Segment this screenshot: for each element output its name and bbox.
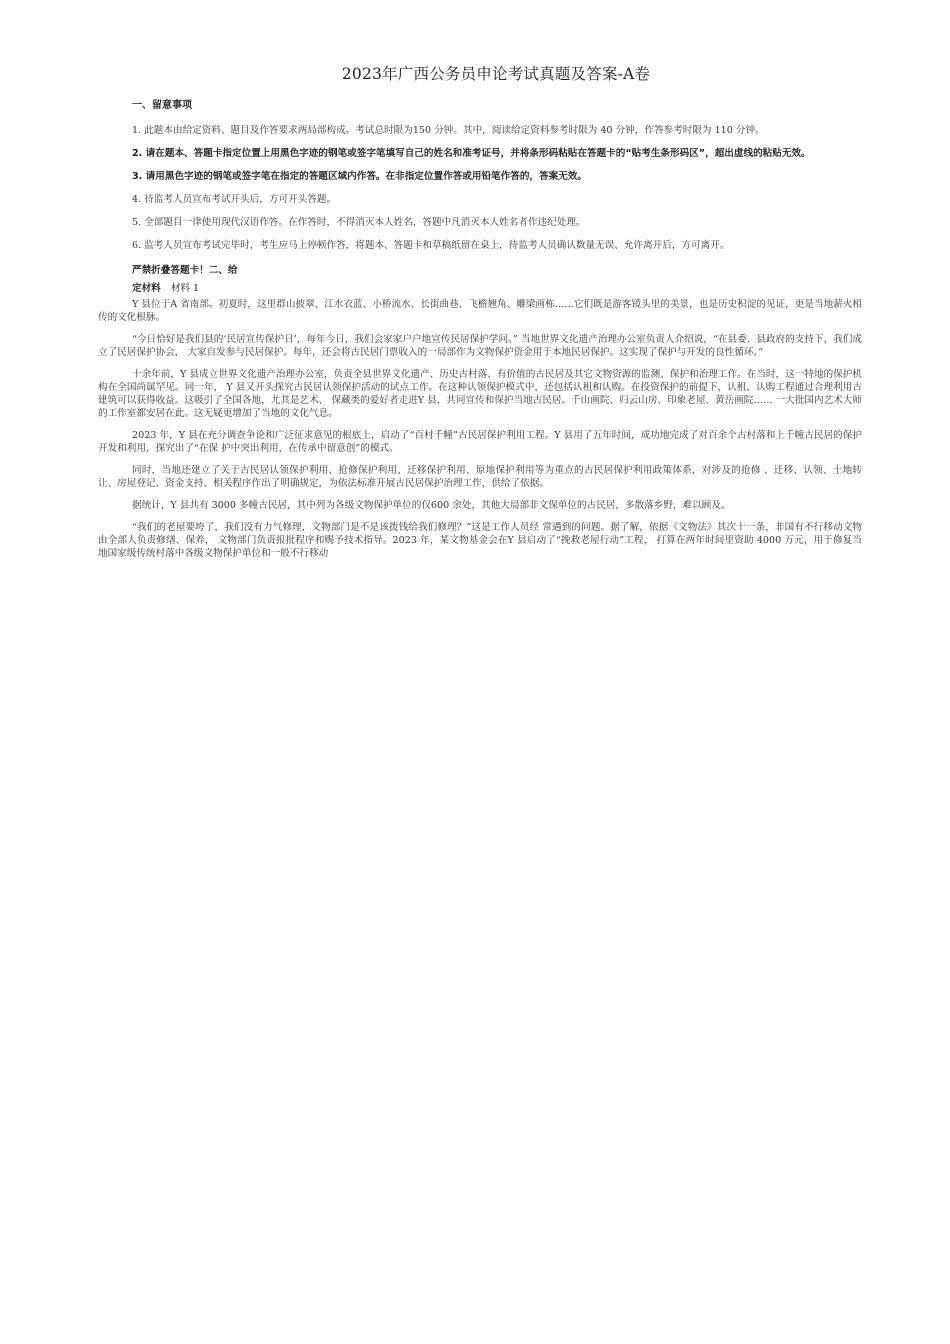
material-paragraph: “今日恰好是我们县的‘民居宣传保护日’，每年今日，我们会家家户户地宣传民居保护学问。” 当地世界文化遗产治理办公室负责人介绍说，“在县委、县政府的支持下，我们成立了民居保护协会， 大家自发参与民居保护。每年，还会将古民居门票收入的一局部作为文物保护资金用于本地民居保护。这实现了保护与开发的良性循环。” [98, 334, 862, 358]
material-paragraph: Y 县位于A 省南部。初夏时，这里群山披翠、江水衣蓝、小桥流水、长街曲巷、飞檐翘角、雕梁画栋……它们既是游客镜头里的美景，也是历史积淀的见证，更是当地薪火相传的文化根脉。 [98, 299, 862, 323]
material-paragraph: 十余年前，Y 县成立世界文化遗产治理办公室，负责全县世界文化遗产、历史古村落、有价值的古民居及其它文物资源的监测、保护和治理工作。在当时，这一特地的保护机构在全国尚属罕见。同一年， Y 县又开头探究古民居认领保护活动的试点工作。在这种认领保护模式中，还包括认租和认购。在投资保护的前提下，认租、认购工程通过合理利用古建筑可以获得收益。这吸引了全国各地，尤其是艺术、 保藏类的爱好者走进Y 县，共同宣传和保护当地古民居。千山画院、归云山房、印象老屋、黄岳画院…… 一大批国内艺术大师的工作室都安居在此。这无疑更增加了当地的文化气息。 [98, 369, 862, 419]
notice-item: 5. 全部题目一律使用现代汉语作答。在作答时，不得消灭本人姓名，答题中凡消灭本人姓名者作违纪处理。 [132, 217, 586, 228]
material-body [98, 298, 862, 560]
warning-line: 严禁折叠答题卡！二、给 [132, 265, 238, 276]
notice-list [98, 124, 862, 252]
notice-item: 3. 请用黑色字迹的钢笔或签字笔在指定的答题区域内作答。在非指定位置作答或用铅笔作答的，答案无效。 [132, 171, 587, 182]
notice-item: 1. 此题本由给定资料、题目及作答要求两局部构成。考试总时限为150 分钟。其中，阅读给定资料参考时限为 40 分钟，作答参考时限为 110 分钟。 [132, 125, 765, 136]
material-paragraph: 2023 年，Y 县在充分调查争论和广泛征求意见的根底上，启动了“百村千幢”古民居保护利用工程。Y 县用了五年时间，成功地完成了对百余个古村落和上千幢古民居的保护开发和利用，探究出了“在保 护中突出利用，在传承中留意创”的模式。 [98, 430, 862, 454]
notice-item: 4. 待监考人员宣布考试开头后，方可开头答题。 [132, 194, 337, 205]
material-paragraph: “我们的老屋要垮了，我们没有力气修理，文物部门是不是该拨钱给我们修理？”这是工作人员经 常遇到的问题。据了解，依据《文物法》其次十一条，非国有不行移动文物由全部人负责修缮、保养， 文物部门负责报批程序和赐予技术指导。2023 年，某文物基金会在Y 县启动了“挽救老屋行动”工程， 打算在两年时间里资助 4000 万元，用于修复当地国家级传统村落中各级文物保护单位和一般不行移动 [98, 522, 862, 559]
material-label-bold: 定材料 [132, 283, 161, 294]
material-label-plain: 材料 1 [170, 283, 200, 294]
material-label [132, 280, 862, 294]
material-paragraph: 据统计，Y 县共有 3000 多幢古民居，其中列为各级文物保护单位的仅600 余处，其他大局部非文保单位的古民居，多散落乡野，难以顾及。 [132, 500, 731, 511]
document-title: 2023年广西公务员申论考试真题及答案-A卷 [341, 65, 651, 83]
document-page [98, 62, 862, 569]
notice-item: 2. 请在题本、答题卡指定位置上用黑色字迹的钢笔或签字笔填写自己的姓名和准考证号，并将条形码粘贴在答题卡的“贴考生条形码区”，超出虚线的粘贴无效。 [132, 148, 811, 159]
material-paragraph: 同时，当地还建立了关于古民居认领保护利用、抢修保护利用、迁移保护利用、原地保护利用等为重点的古民居保护利用政策体系，对涉及的抢修 、迁移、认领、土地转让、房屋登记、资金支持、相关程序作出了明确规定，为依法标准开展古民居保护治理工作，供给了依据。 [98, 465, 862, 489]
notice-item: 6. 监考人员宣布考试完毕时，考生应马上停顿作答，将题本、答题卡和草稿纸留在桌上，待监考人员确认数量无误、允许离开后，方可离开。 [132, 240, 730, 251]
notice-heading: 一、留意事项 [132, 100, 192, 111]
